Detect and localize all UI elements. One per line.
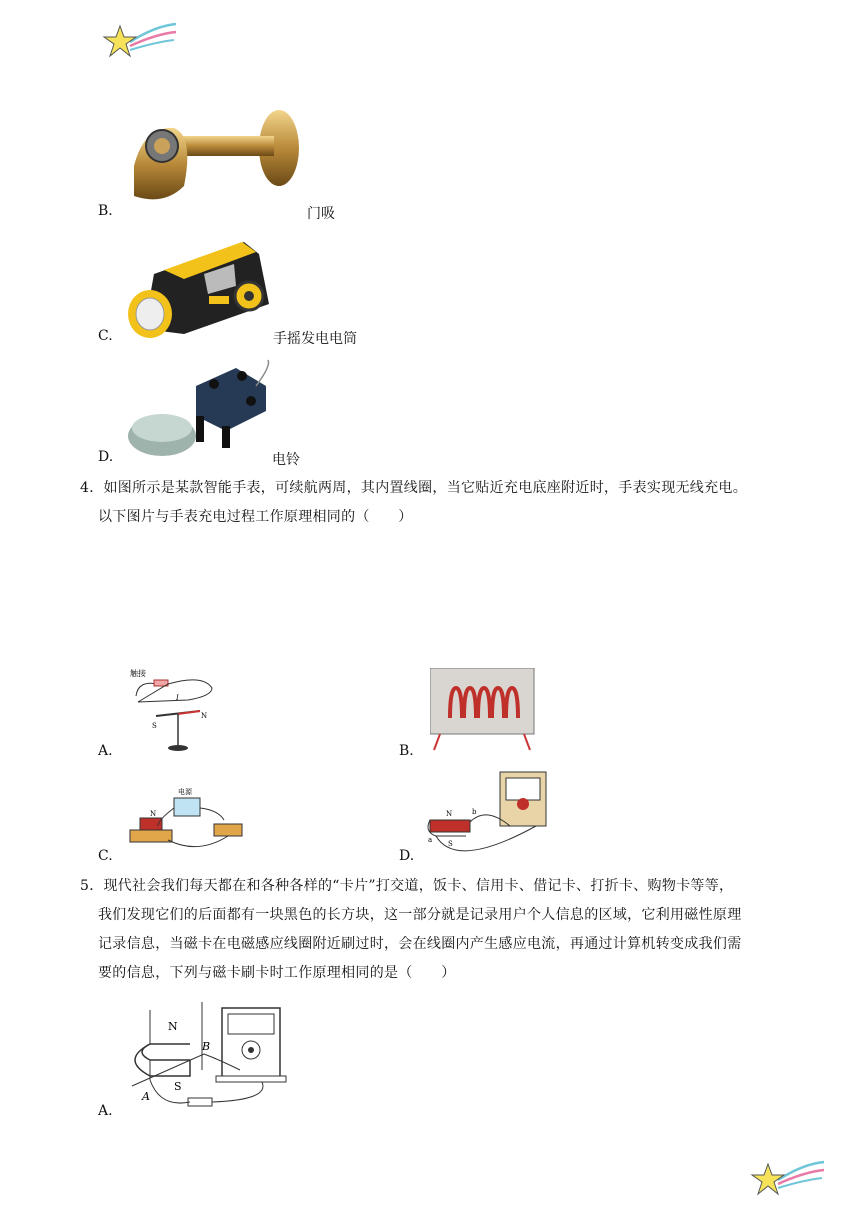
option-c-caption: 手摇发电电筒	[273, 331, 357, 347]
q4-figure-b-coil	[430, 668, 536, 752]
question-4-line-2: 以下图片与手表充电过程工作原理相同的（ ）	[98, 509, 413, 525]
q4d-n-label: N	[446, 810, 453, 818]
option-d-caption: 电铃	[272, 452, 300, 468]
question-5-line-4: 要的信息，下列与磁卡刷卡时工作原理相同的是（ ）	[98, 965, 456, 981]
star-decoration-top-icon	[100, 20, 180, 64]
q5a-s-label: S	[174, 1080, 182, 1093]
q4a-i-label: I	[176, 694, 179, 702]
q5a-a-label: A	[142, 1090, 150, 1103]
q4-option-d-letter: D.	[399, 848, 415, 864]
q4d-b-label: b	[472, 808, 477, 816]
option-d-letter: D.	[98, 449, 114, 465]
question-4-line-1: 4．如图所示是某款智能手表，可续航两周，其内置线圈，当它贴近充电底座附近时，手表实现无线充电。	[80, 480, 748, 496]
question-5-line-1: 5．现代社会我们每天都在和各种各样的“卡片”打交道，饭卡、信用卡、借记卡、打折卡、购物卡等等，	[80, 878, 734, 894]
q4c-power-label: 电源	[178, 788, 192, 796]
q5-figure-a-induction	[130, 1000, 290, 1114]
q5-option-a-letter: A.	[98, 1103, 113, 1119]
door-stopper-image	[124, 106, 304, 212]
q4-option-c-letter: C.	[98, 848, 113, 864]
q5a-n-label: N	[168, 1020, 178, 1033]
q4-figure-a-oersted	[128, 666, 218, 752]
option-b-letter: B.	[98, 203, 113, 219]
electric-bell-image	[126, 356, 276, 460]
question-5-line-2: 我们发现它们的后面都有一块黑色的长方块，这一部分就是记录用户个人信息的区域，它利用磁性原理	[98, 907, 742, 923]
q4-figure-c-motor	[128, 780, 248, 848]
option-c-letter: C.	[98, 328, 113, 344]
question-5-line-3: 记录信息，当磁卡在电磁感应线圈附近刷过时，会在线圈内产生感应电流，再通过计算机转变成我们需	[98, 936, 742, 952]
q4a-touch-label: 触接	[130, 669, 146, 678]
hand-crank-flashlight-image	[124, 234, 274, 340]
q4d-a-label: a	[428, 836, 433, 844]
q4a-s-label: S	[152, 722, 157, 730]
q5a-b-label: B	[202, 1040, 211, 1053]
q4d-s-label: S	[448, 840, 453, 848]
option-b-caption: 门吸	[307, 206, 335, 222]
star-decoration-bottom-icon	[748, 1158, 828, 1202]
q4-figure-d-galvanometer	[426, 770, 550, 860]
q4c-n-label: N	[150, 810, 157, 818]
q4-option-a-letter: A.	[98, 743, 113, 759]
q4a-n-label: N	[201, 712, 208, 720]
q4-option-b-letter: B.	[399, 743, 414, 759]
